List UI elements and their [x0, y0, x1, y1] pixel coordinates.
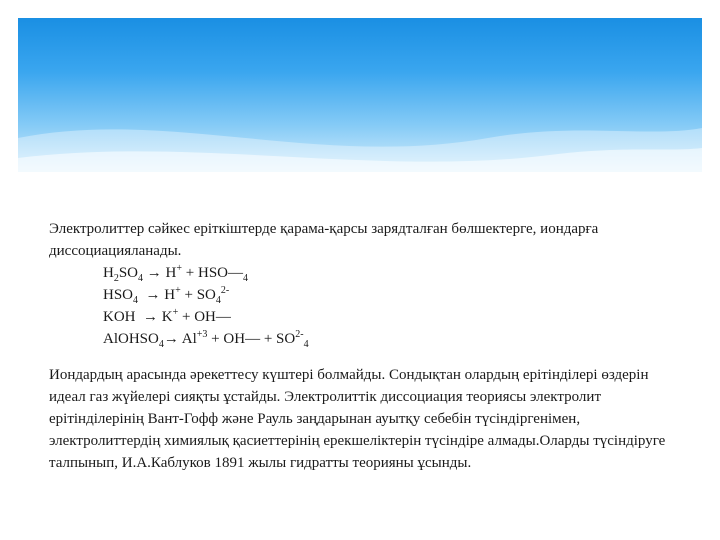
eq4-rhs1: Al	[181, 331, 197, 347]
eq2-lhs-sub: 4	[133, 295, 139, 306]
header-wave-decoration	[18, 18, 702, 172]
body-paragraph: Иондардың арасында әрекеттесу күштері болмайды. Сондықтан олардың ерітінділері өздерін идеал газ жүйелері сияқты ұстайды. Электролиттік диссоциация теориясы электролит ерітінділерінің Вант-Гофф және Рауль заңдарынан ауытқу себебін түсіндіргенімен, электролиттердің химиялық қасиеттерінің ерекшеліктерін түсіндіре алмады.Оларды түсіндіруге талпынып, И.А.Каблуков 1891 жылы гидратты теорияны ұсынды.	[49, 367, 666, 471]
eq3-rhs1: K	[161, 309, 173, 325]
eq1-rhs2-sub: 4	[243, 273, 248, 284]
eq2-rhs1: H	[164, 287, 176, 303]
eq1-lhs-sub2: 4	[138, 273, 144, 284]
eq4-rhs3-charge: 2-	[295, 329, 304, 340]
eq1-arrow: →	[146, 265, 162, 281]
eq2-rhs1-charge: +	[175, 285, 181, 296]
eq4-plus2: +	[260, 331, 277, 347]
eq4-lhs: AlOHSO	[103, 331, 159, 347]
header-band	[18, 18, 702, 172]
eq4-arrow: →	[163, 331, 179, 347]
eq4-rhs3: SO	[276, 331, 296, 347]
eq2-rhs2-sub: 4	[215, 295, 221, 306]
eq2-rhs2-charge: 2-	[220, 285, 230, 296]
equation-3	[49, 306, 669, 328]
eq1-lhs-h: H	[103, 265, 114, 281]
eq4-rhs3-sub: 4	[303, 339, 309, 350]
eq1-rhs1: H	[165, 265, 177, 281]
eq4-rhs1-charge: +3	[196, 329, 208, 340]
eq3-lhs: KOH	[103, 309, 136, 325]
eq3-rhs1-charge: +	[172, 307, 179, 318]
eq3-plus: +	[178, 309, 195, 325]
eq2-arrow: →	[145, 287, 161, 303]
eq1-rhs1-charge: +	[176, 263, 183, 274]
eq1-lhs-so: SO	[118, 265, 139, 281]
intro-paragraph: Электролиттер сәйкес еріткіштерде қарама-қарсы зарядталған бөлшектерге, иондарға диссоциацияланады.	[49, 221, 599, 259]
equation-4	[49, 328, 669, 350]
eq3-rhs2: OH	[194, 309, 216, 325]
eq1-lhs-sub: 2	[113, 273, 119, 284]
paragraph-gap	[49, 350, 669, 364]
slide-content	[49, 218, 669, 474]
eq2-plus: +	[180, 287, 197, 303]
eq3-arrow: →	[143, 309, 158, 325]
eq4-rhs2-charge: —	[245, 331, 261, 347]
eq1-rhs2-charge: —	[228, 265, 243, 281]
eq4-plus: +	[207, 331, 224, 347]
eq2-rhs2: SO	[196, 287, 216, 303]
eq1-rhs2: HSO	[197, 265, 228, 281]
eq3-rhs2-charge: —	[215, 309, 231, 325]
eq1-plus: +	[182, 265, 198, 281]
eq4-lhs-sub: 4	[158, 339, 164, 350]
equation-1	[49, 262, 669, 284]
eq2-lhs: HSO	[103, 287, 134, 303]
equation-2	[49, 284, 669, 306]
eq4-rhs2: OH	[223, 331, 246, 347]
